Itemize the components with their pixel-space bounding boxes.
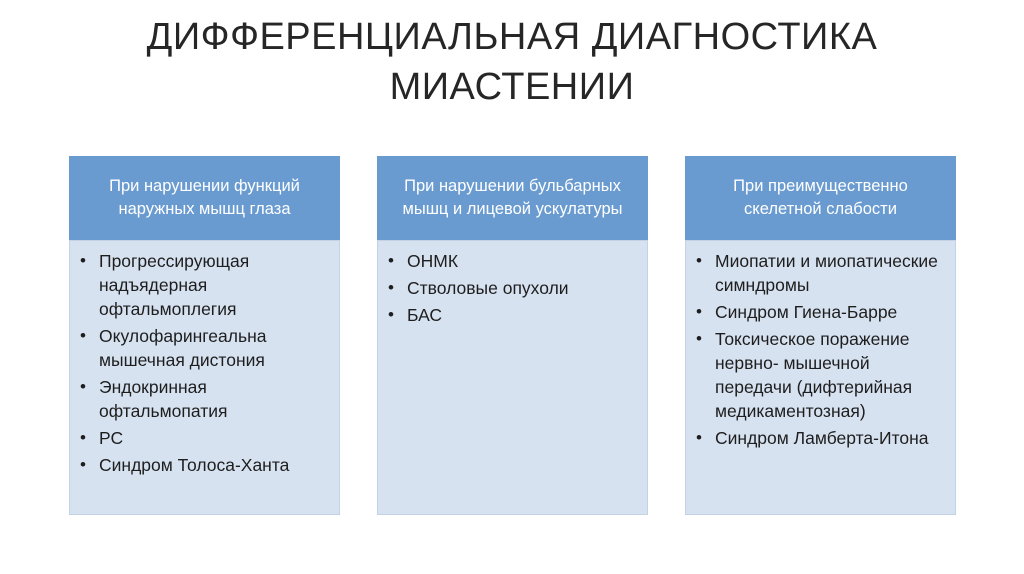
list-item: • Синдром Ламберта-Итона bbox=[694, 426, 943, 450]
page-title bbox=[0, 12, 1024, 112]
column-body bbox=[377, 240, 648, 515]
diagnosis-list bbox=[386, 249, 635, 327]
page-title-line-2: МИАСТЕНИИ bbox=[389, 66, 635, 108]
diagnosis-list bbox=[694, 249, 943, 450]
column-body bbox=[69, 240, 340, 515]
page-title-line-1: ДИФФЕРЕНЦИАЛЬНАЯ ДИАГНОСТИКА bbox=[146, 16, 878, 58]
column-skeletal-weakness bbox=[685, 156, 956, 515]
list-item: • Стволовые опухоли bbox=[386, 276, 635, 300]
column-bulbar-muscles bbox=[377, 156, 648, 515]
list-item: • Синдром Толоса-Ханта bbox=[78, 453, 327, 477]
list-item: • Токсическое поражение нервно- мышечной передачи (дифтерийная медикаментозная) bbox=[694, 327, 943, 423]
column-header: При преимущественно скелетной слабости bbox=[685, 156, 956, 240]
list-item: • РС bbox=[78, 426, 327, 450]
column-header: При нарушении функций наружных мышц глаза bbox=[69, 156, 340, 240]
list-item: • Миопатии и миопатические симндромы bbox=[694, 249, 943, 297]
column-header: При нарушении бульбарных мышц и лицевой ускулатуры bbox=[377, 156, 648, 240]
column-body bbox=[685, 240, 956, 515]
list-item: • Синдром Гиена-Барре bbox=[694, 300, 943, 324]
list-item: • Эндокринная офтальмопатия bbox=[78, 375, 327, 423]
list-item: • ОНМК bbox=[386, 249, 635, 273]
column-eye-muscles bbox=[69, 156, 340, 515]
list-item: • БАС bbox=[386, 303, 635, 327]
list-item: • Окулофарингеальна мышечная дистония bbox=[78, 324, 327, 372]
list-item: • Прогрессирующая надъядерная офтальмоплегия bbox=[78, 249, 327, 321]
diagnosis-list bbox=[78, 249, 327, 477]
